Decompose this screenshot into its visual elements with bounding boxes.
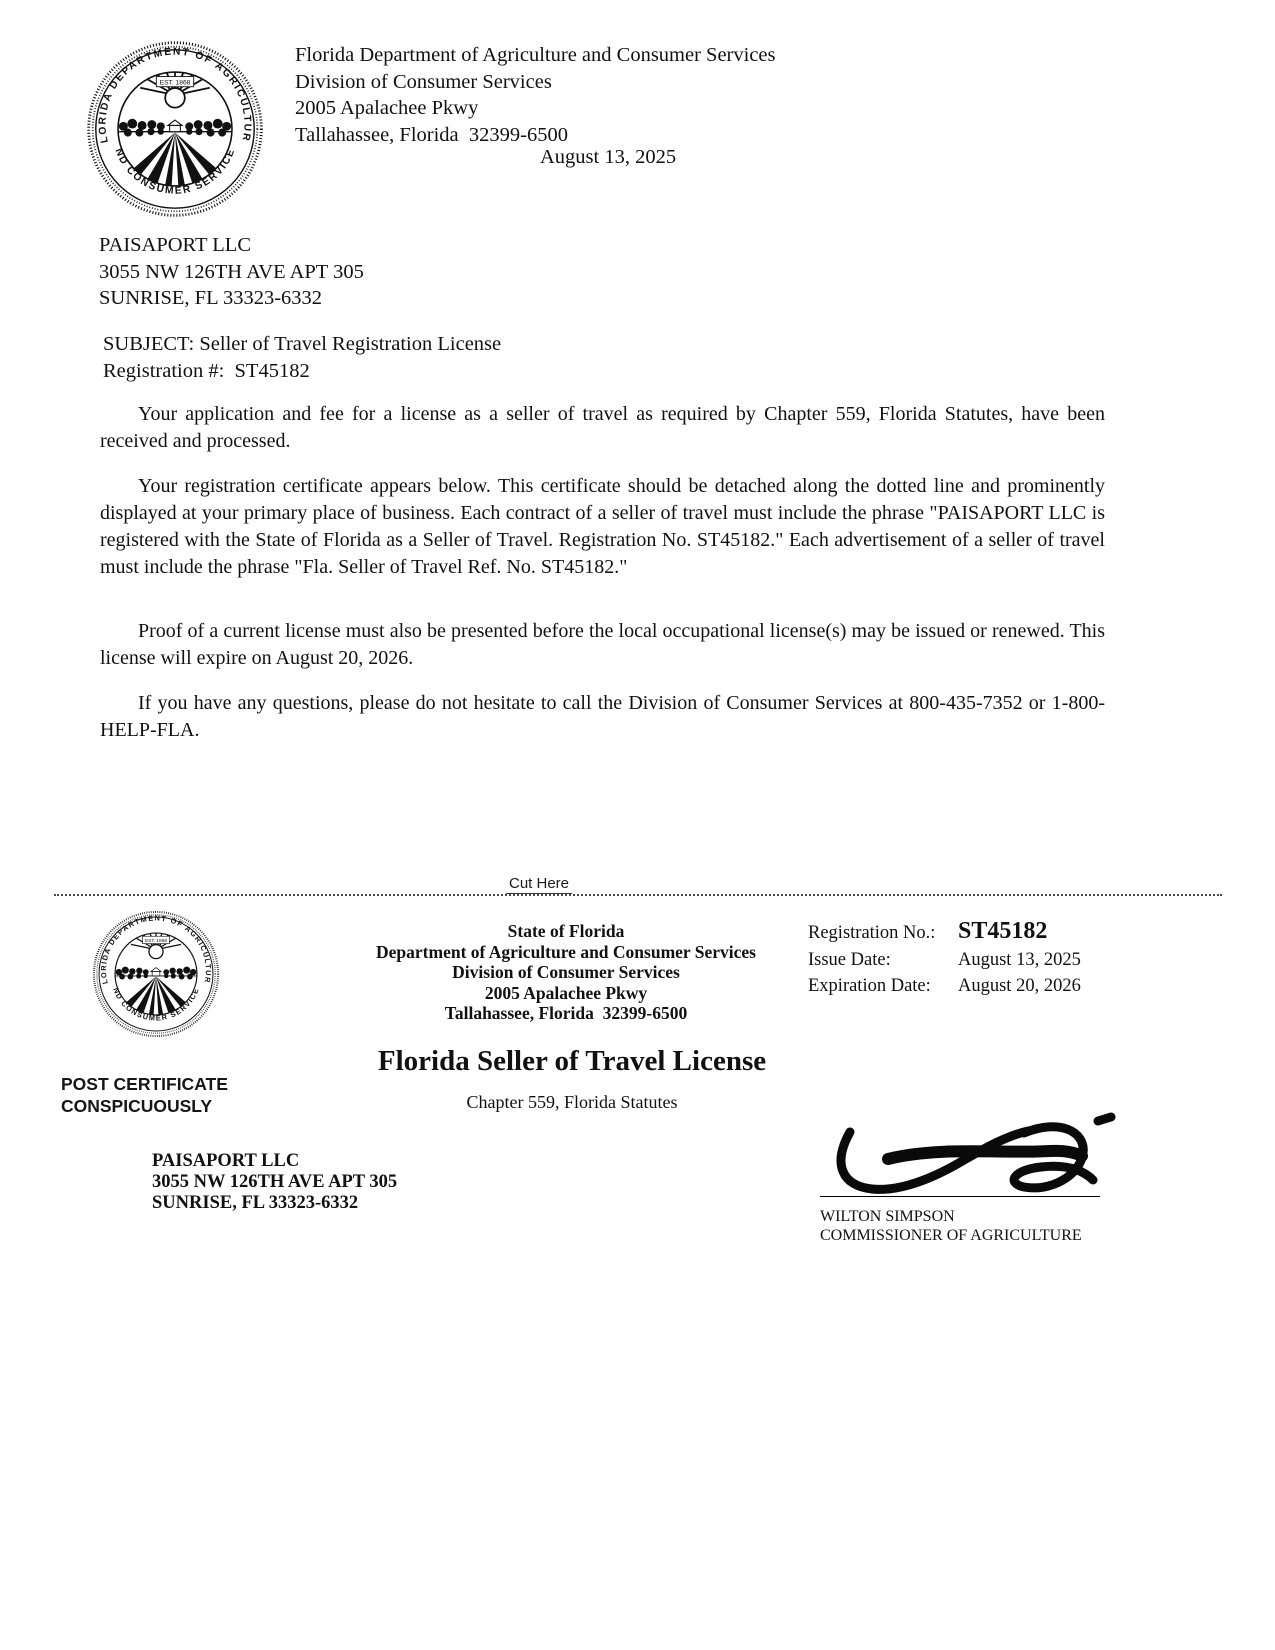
cut-here-label: Cut Here: [506, 875, 572, 894]
registration-number-value: ST45182: [958, 918, 1048, 944]
body-paragraph-3: Proof of a current license must also be presented before the local occupational license(s) may be issued or renewed. This license will expire on August 20, 2026.: [100, 620, 1105, 669]
licensee-address-block: [152, 1151, 397, 1214]
registration-number-label: Registration No.:: [808, 923, 936, 943]
signer-name: WILTON SIMPSON: [820, 1208, 955, 1225]
expiration-date-label: Expiration Date:: [808, 976, 931, 996]
cut-here-dotted-line: [54, 872, 1222, 896]
post-notice-line-1: POST CERTIFICATE: [61, 1074, 228, 1094]
certificate-registration-panel: [808, 918, 1081, 997]
licensee-street: 3055 NW 126TH AVE APT 305: [152, 1172, 398, 1192]
cert-city: Tallahassee, Florida 32399-6500: [444, 1003, 688, 1023]
post-certificate-notice: [61, 1074, 228, 1117]
registration-number-line: Registration #: ST45182: [103, 360, 310, 382]
certificate-title: Florida Seller of Travel License: [377, 1045, 767, 1077]
body-paragraph-2: Your registration certificate appears below. This certificate should be detached along the dotted line and prominently displayed at your primary place of business. Each contract of a seller of travel must include the phrase "PAISAPORT LLC is registered with the State of Florida as a Seller of Travel. Registration No. ST45182." Each advertisement of a seller of travel must include the phrase "Fla. Seller of Travel Ref. No. ST45182.": [100, 475, 1105, 578]
recipient-address-block: [99, 232, 364, 312]
issue-date-label: Issue Date:: [808, 950, 891, 970]
agency-address-block: [295, 42, 776, 148]
certificate-subtitle: Chapter 559, Florida Statutes: [466, 1092, 678, 1112]
cert-department: Department of Agriculture and Consumer Services: [376, 941, 756, 962]
agency-street: 2005 Apalachee Pkwy: [295, 97, 479, 119]
letter-date: August 13, 2025: [540, 146, 677, 168]
body-paragraph-1: Your application and fee for a license as a seller of travel as required by Chapter 559, Florida Statutes, have been received and processed.: [100, 403, 1105, 452]
agency-division: Division of Consumer Services: [295, 70, 552, 93]
licensee-name: PAISAPORT LLC: [152, 1151, 300, 1171]
licensee-city: SUNRISE, FL 33323-6332: [152, 1193, 359, 1213]
certificate-agency-block: [330, 921, 802, 1024]
signature-line: [820, 1196, 1100, 1197]
subject-block: [103, 331, 501, 385]
recipient-city: SUNRISE, FL 33323-6332: [99, 287, 323, 309]
agency-city: Tallahassee, Florida 32399-6500: [295, 123, 568, 146]
agency-name: Florida Department of Agriculture and Consumer Services: [295, 44, 776, 66]
cert-state: State of Florida: [507, 921, 625, 941]
agency-seal-icon: [86, 40, 264, 218]
post-notice-line-2: CONSPICUOUSLY: [61, 1095, 213, 1116]
expiration-date-value: August 20, 2026: [958, 976, 1081, 996]
body-paragraph-4: If you have any questions, please do not hesitate to call the Division of Consumer Services at 800-435-7352 or 1-800-HELP-FLA.: [100, 692, 1105, 741]
subject-line: SUBJECT: Seller of Travel Registration License: [103, 333, 502, 355]
signer-title: COMMISSIONER OF AGRICULTURE: [820, 1227, 1082, 1244]
issue-date-value: August 13, 2025: [958, 950, 1081, 970]
cert-division: Division of Consumer Services: [452, 962, 680, 982]
agency-seal-icon-certificate: [92, 910, 220, 1038]
signature-image: [812, 1112, 1120, 1198]
cert-street: 2005 Apalachee Pkwy: [484, 982, 648, 1003]
recipient-street: 3055 NW 126TH AVE APT 305: [99, 260, 364, 283]
recipient-name: PAISAPORT LLC: [99, 234, 251, 256]
